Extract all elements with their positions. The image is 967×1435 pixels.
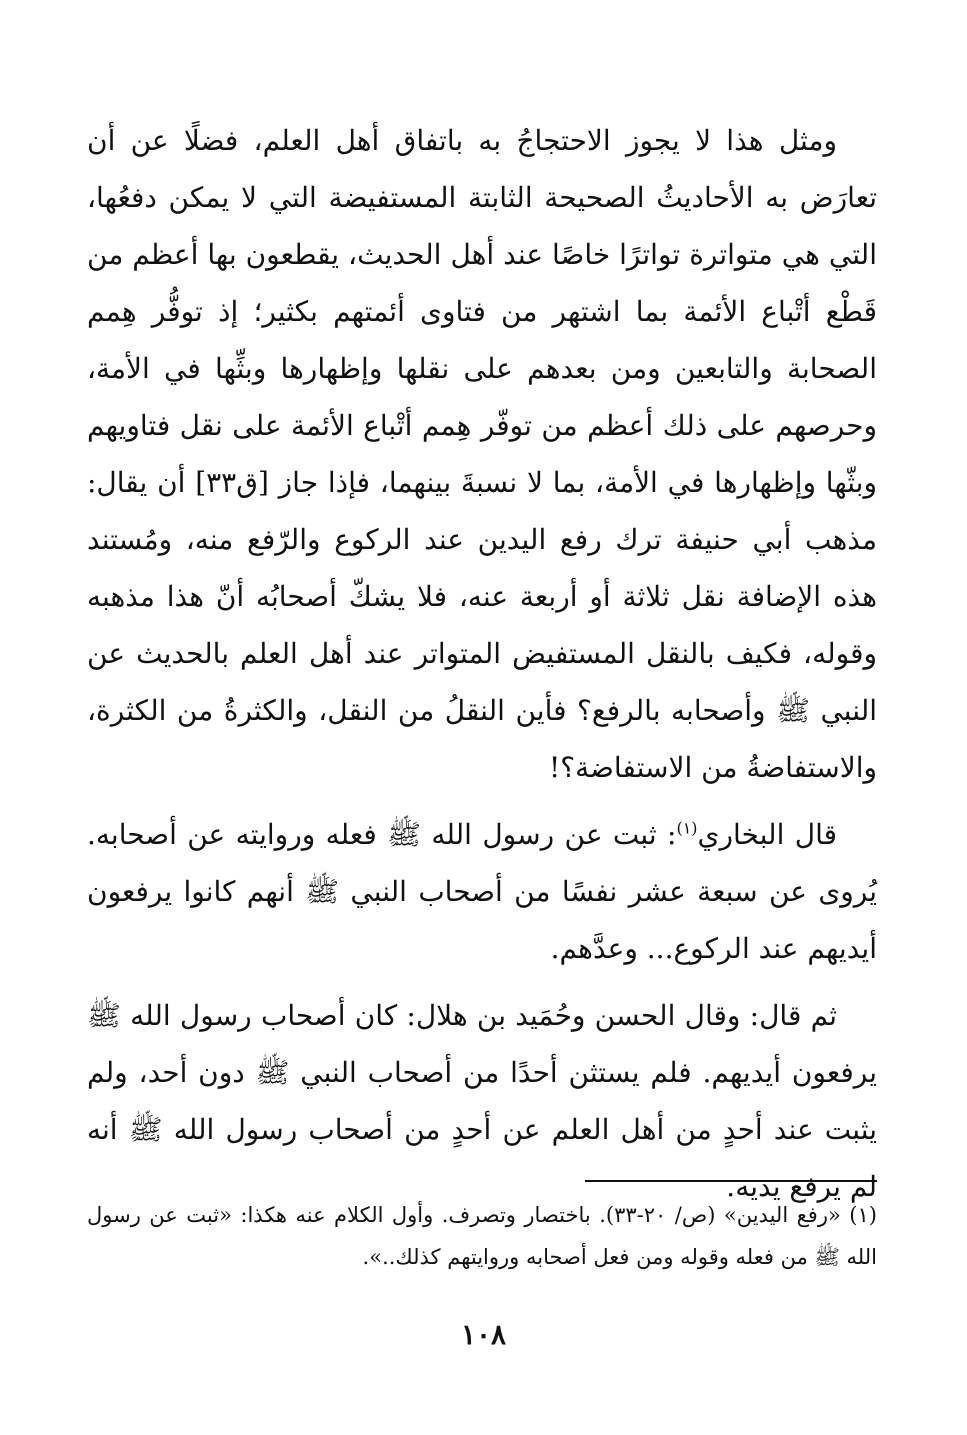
footnote-reference[interactable]: (١) bbox=[676, 818, 698, 838]
paragraph-1: ومثل هذا لا يجوز الاحتجاجُ به باتفاق أهل العلم، فضلًا عن أن تعارَض به الأحاديثُ الصحيحة الثابتة المستفيضة التي لا يمكن دفعُها، التي هي متواترة تواترًا خاصًا عند أهل الحديث، يقطعون بها أعظم من قَطْع أتْباع الأئمة بما اشتهر من فتاوى أئمتهم بكثير؛ إذ توفُّر هِمم الصحابة والتابعين ومن بعدهم على نقلها وإظهارها وبثِّها في الأمة، وحرصهم على ذلك أعظم من توفّر هِمم أتْباع الأئمة على نقل فتاويهم وبثّها وإظهارها في الأمة، بما لا نسبةَ بينهما، فإذا جاز [ق٣٣] أن يقال: مذهب أبي حنيفة ترك رفع اليدين عند الركوع والرّفع منه، ومُستند هذه الإضافة نقل ثلاثة أو أربعة عنه، فلا يشكّ أصحابُه أنّ هذا مذهبه وقوله، فكيف بالنقل المستفيض المتواتر عند أهل العلم بالحديث عن النبي ﷺ وأصحابه بالرفع؟ فأين النقلُ من النقل، والكثرةُ من الكثرة، والاستفاضةُ من الاستفاضة؟! bbox=[87, 124, 878, 784]
page-number: ١٠٨ bbox=[460, 1318, 507, 1351]
paragraph-2-lead: قال البخاري bbox=[697, 818, 837, 851]
footnote-separator bbox=[585, 1180, 877, 1182]
paragraph-3: ثم قال: وقال الحسن وحُمَيد بن هلال: كان أصحاب رسول الله ﷺ يرفعون أيديهم. فلم يستثن أحدًا من أصحاب النبي ﷺ دون أحد، ولم يثبت عند أحدٍ من أهل العلم عن أحدٍ من أصحاب رسول الله ﷺ أنه لم يرفع يديه. bbox=[87, 999, 877, 1203]
footnote-text: «رفع اليدين» (ص/ ٢٠-٣٣). باختصار وتصرف. وأول الكلام عنه هكذا: «ثبت عن رسول الله ﷺ من فعله وقوله ومن فعل أصحابه وروايتهم كذلك..». bbox=[87, 1203, 877, 1269]
paragraph-2-body: : ثبت عن رسول الله ﷺ فعله وروايته عن أصحابه. يُروى عن سبعة عشر نفسًا من أصحاب النبي ﷺ أنهم كانوا يرفعون أيديهم عند الركوع... وعدَّهم. bbox=[87, 818, 877, 965]
footnote-1 bbox=[87, 1194, 877, 1278]
footnote-marker: (١) bbox=[849, 1203, 877, 1227]
main-text bbox=[87, 112, 877, 1215]
paragraph-2 bbox=[87, 806, 877, 977]
footnotes bbox=[87, 1194, 877, 1278]
